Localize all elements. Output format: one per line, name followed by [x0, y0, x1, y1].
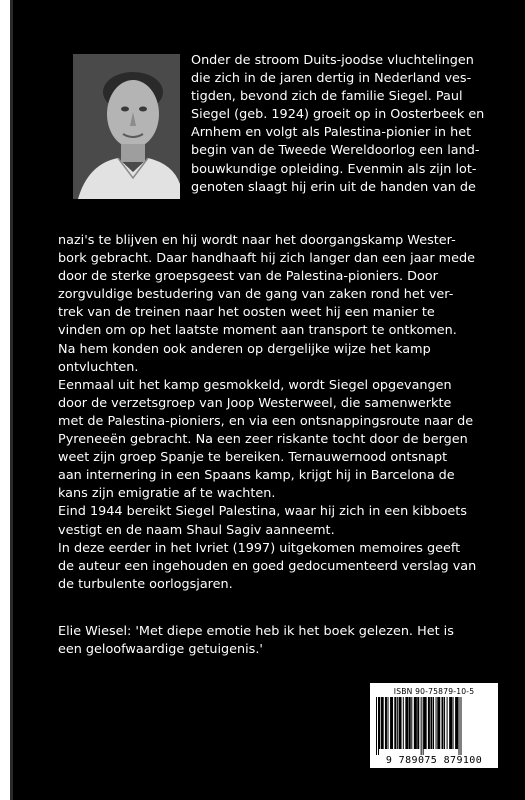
body-line: weet zijn groep Spanje te bereiken. Ternauwernood ontsnapt	[58, 450, 448, 466]
body-text	[58, 232, 476, 594]
isbn-label: ISBN 90-75879-10-5	[393, 687, 475, 696]
body-line: trek van de treinen naar het oosten weet hij een manier te	[58, 305, 435, 321]
author-portrait-photo	[73, 54, 180, 199]
body-line: de auteur een ingehouden en goed gedocumenteerd verslag van	[58, 558, 477, 574]
body-line: met de Palestina-pioniers, en via een ontsnappingsroute naar de	[58, 413, 474, 429]
body-line: Eind 1944 bereikt Siegel Palestina, waar hij zich in een kibboets	[58, 504, 467, 520]
intro-line: tigden, bevond zich de familie Siegel. Paul	[191, 89, 463, 105]
body-line: bork gebracht. Daar handhaaft hij zich langer dan een jaar mede	[58, 251, 476, 267]
intro-line: begin van de Tweede Wereldoorlog een land-	[191, 143, 480, 159]
body-line: vinden om op het laatste moment aan transport te ontkomen.	[58, 323, 457, 339]
quote-line: een geloofwaardige getuigenis.'	[58, 642, 263, 658]
intro-line: Onder de stroom Duits-joodse vluchtelingen	[191, 53, 474, 68]
intro-line: die zich in de jaren dertig in Nederland ves-	[191, 71, 472, 87]
endorsement-quote	[58, 623, 454, 659]
intro-line: Siegel (geb. 1924) groeit op in Oosterbeek en	[191, 107, 485, 123]
intro-line: genoten slaagt hij erin uit de handen van de	[191, 179, 476, 195]
body-line: Eenmaal uit het kamp gesmokkeld, wordt Siegel opgevangen	[58, 377, 452, 393]
barcode-bars-icon	[374, 697, 494, 755]
quote-line: Elie Wiesel: 'Met diepe emotie heb ik het boek gelezen. Het is	[58, 624, 454, 639]
portrait-photo-icon	[73, 54, 180, 199]
intro-paragraph	[191, 52, 484, 197]
body-line: Na hem konden ook anderen op dergelijke wijze het kamp	[58, 341, 431, 357]
ean-number: 9 789075 879100	[385, 755, 483, 766]
body-line: Pyreneeën gebracht. Na een zeer riskante tocht door de bergen	[58, 432, 468, 448]
body-line: zorgvuldige bestudering van de gang van zaken rond het ver-	[58, 287, 454, 303]
intro-line: Arnhem en volgt als Palestina-pionier in het	[191, 125, 472, 141]
body-line: door de sterke groepsgeest van de Palestina-pioniers. Door	[58, 269, 438, 285]
body-line: nazi's te blijven en hij wordt naar het doorgangskamp Wester-	[58, 233, 456, 248]
body-line: de turbulente oorlogsjaren.	[58, 576, 233, 592]
intro-line: bouwkundige opleiding. Evenmin als zijn lot-	[191, 161, 477, 177]
body-line: aan internering in een Spaans kamp, krijgt hij in Barcelona de	[58, 468, 455, 484]
body-line: kans zijn emigratie af te wachten.	[58, 486, 276, 502]
body-line: vestigt en de naam Shaul Sagiv aanneemt.	[58, 522, 335, 538]
body-line: In deze eerder in het Ivriet (1997) uitgekomen memoires geeft	[58, 540, 461, 556]
body-line: door de verzetsgroep van Joop Westerweel, die samenwerkte	[58, 395, 452, 411]
barcode-panel	[370, 683, 498, 768]
body-line: ontvluchten.	[58, 359, 139, 375]
